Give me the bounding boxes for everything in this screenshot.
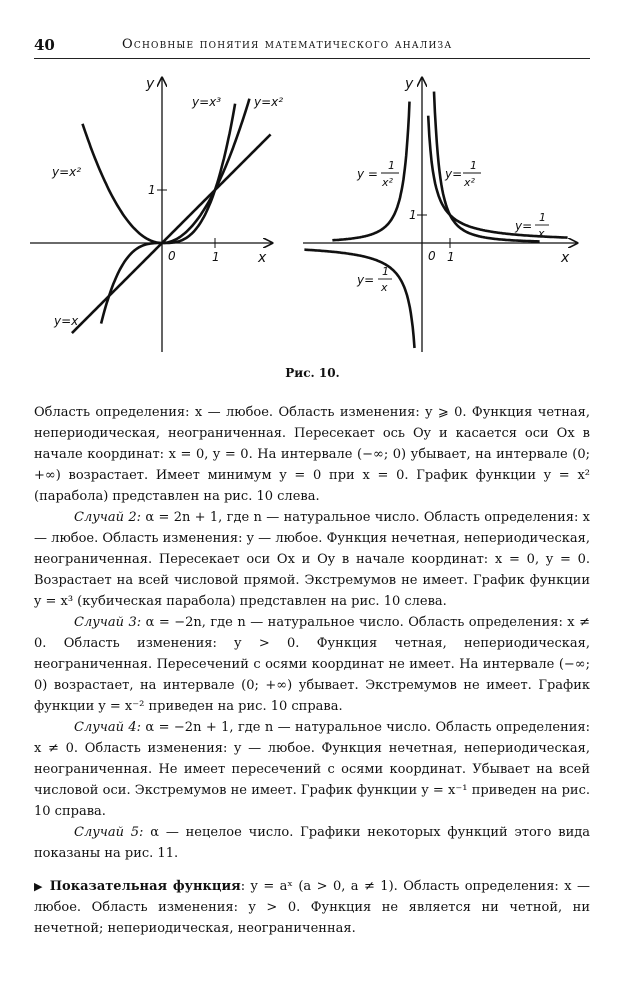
label-inverse-square-right xyxy=(444,159,481,189)
svg-text:x²: x² xyxy=(382,176,393,189)
x-axis-label: x xyxy=(258,250,267,266)
label-identity: y=x xyxy=(54,314,79,328)
page-number: 40 xyxy=(34,36,55,54)
svg-text:x: x xyxy=(538,227,545,240)
y-axis-label: y xyxy=(146,76,155,92)
svg-text:y=: y= xyxy=(515,219,533,233)
case-2-heading: Случай 2: xyxy=(74,510,141,525)
paragraph-case-1: Область определения: x — любое. Область изменения: y ⩾ 0. Функция четная, непериодическая, неограниченная. Пересекает ось Oy и касается оси Ox в начале координат: x = 0, y = 0. На интервале (−∞; 0) убывает, на интервале (0; +∞) возрастает. Имеет минимум y = 0 при x = 0. График функции y = x² (парабола) представлен на рис. 10 слева. xyxy=(34,405,590,504)
y-axis-label: y xyxy=(405,76,414,92)
x-tick-label: 1 xyxy=(212,250,220,264)
paragraph-case-5 xyxy=(34,822,590,864)
paragraph-case-4 xyxy=(34,717,590,822)
svg-text:y=: y= xyxy=(445,167,463,181)
svg-text:1: 1 xyxy=(539,211,546,224)
case-4-heading: Случай 4: xyxy=(74,720,142,735)
page-header xyxy=(34,36,590,59)
paragraph-case-2 xyxy=(34,507,590,612)
paragraph-exponential xyxy=(34,876,590,939)
case-5-text: α — нецелое число. Графики некоторых функций этого вида показаны на рис. 11. xyxy=(34,825,590,861)
case-5-heading: Случай 5: xyxy=(74,825,144,840)
origin-label: 0 xyxy=(168,249,176,263)
label-inverse-square-left xyxy=(356,159,399,189)
svg-text:y =: y = xyxy=(357,167,378,181)
y-tick-label: 1 xyxy=(409,208,417,222)
case-2-text: α = 2n + 1, где n — натуральное число. Область определения: x — любое. Область изменения: y — любое. Функция нечетная, непериодическая, неограниченная. Пересекает оси Ox и Oy в начале координат: x = 0, y = 0. Возрастает на всей числовой прямой. Экстремумов не имеет. График функции y = x³ (кубическая парабола) представлен на рис. 10 слева. xyxy=(34,510,591,609)
triangle-marker-icon: ▶ xyxy=(34,880,44,893)
svg-text:1: 1 xyxy=(470,159,477,172)
case-3-heading: Случай 3: xyxy=(74,615,142,630)
running-title: Основные понятия математического анализа xyxy=(122,37,453,52)
curve-parabola xyxy=(83,99,250,243)
y-tick-label: 1 xyxy=(148,183,156,197)
paragraph-case-3 xyxy=(34,612,590,717)
label-cubic: y=x³ xyxy=(192,95,222,109)
svg-text:x: x xyxy=(381,281,388,294)
x-axis-label: x xyxy=(561,250,570,266)
svg-text:1: 1 xyxy=(382,265,389,278)
left-power-plot xyxy=(30,70,284,360)
x-tick-label: 1 xyxy=(447,250,455,264)
right-power-plot xyxy=(295,70,580,360)
exponential-text: : y = aˣ (a > 0, a ≠ 1). Область определения: x — любое. Область изменения: y > 0. Функция не является ни четной, ни нечетной; непериодическая, неограниченная. xyxy=(34,879,590,936)
label-inverse-left xyxy=(356,265,392,294)
curve-inverse-left xyxy=(304,250,414,348)
label-parabola-left: y=x² xyxy=(52,165,82,179)
svg-text:1: 1 xyxy=(388,159,395,172)
origin-label: 0 xyxy=(428,249,436,263)
exponential-term: Показательная функция xyxy=(49,879,241,894)
label-parabola-right: y=x² xyxy=(254,95,284,109)
case-4-text: α = −2n + 1, где n — натуральное число. Область определения: x ≠ 0. Область изменения: y — любое. Функция нечетная, непериодическая, неограниченная. Не имеет пересечений с осями координат. Убывает на всей числовой оси. Экстремумов не имеет. График функции y = x⁻¹ приведен на рис. 10 справа. xyxy=(34,720,590,819)
body-text xyxy=(34,402,590,939)
svg-text:x²: x² xyxy=(464,176,475,189)
svg-text:y=: y= xyxy=(357,273,375,287)
case-3-text: α = −2n, где n — натуральное число. Область определения: x ≠ 0. Область изменения: y > 0. Функция четная, непериодическая, неограниченная. Пересечений с осями координат не имеет. На интервале (−∞; 0) возрастает, на интервале (0; +∞) убывает. Экстремумов не имеет. График функции y = x⁻² приведен на рис. 10 справа. xyxy=(34,615,590,714)
figure-caption: Рис. 10. xyxy=(285,366,340,380)
curve-identity xyxy=(72,134,271,333)
